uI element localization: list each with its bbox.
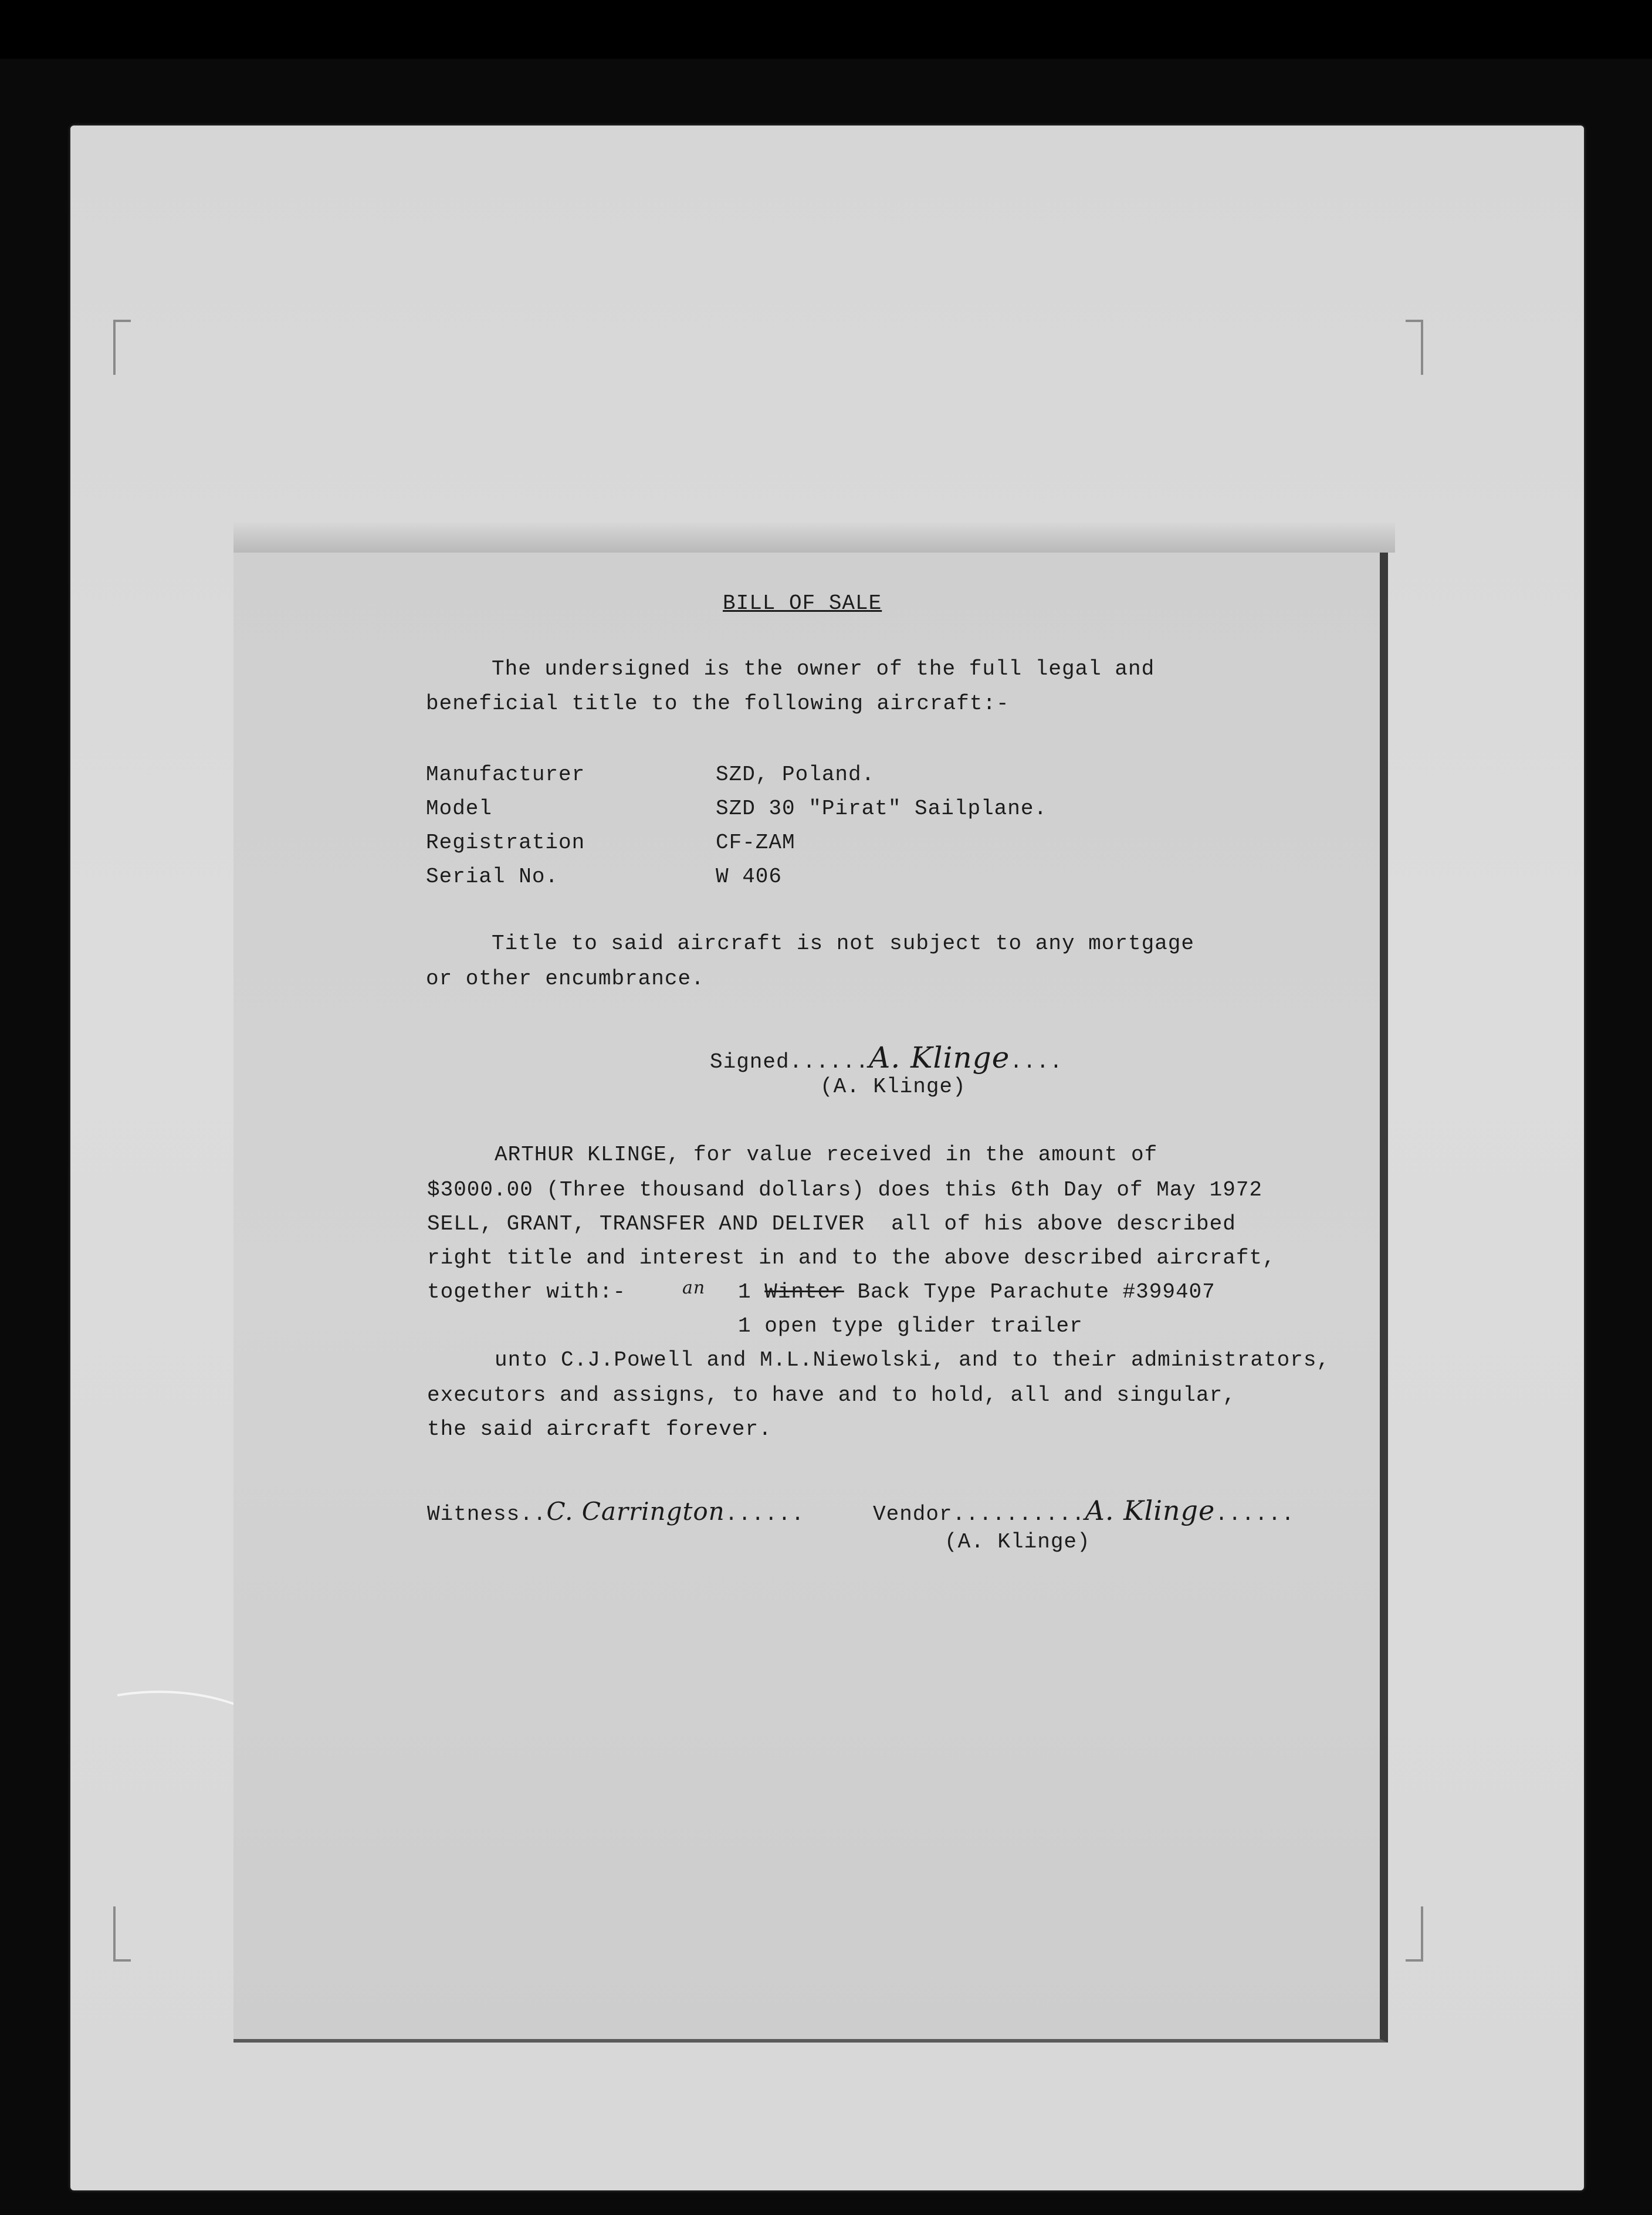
signed-printed-name: (A. Klinge) — [820, 1075, 966, 1099]
closing-line-1: unto C.J.Powell and M.L.Niewolski, and to their administrators, — [495, 1348, 1331, 1372]
intro-line-2: beneficial title to the following aircraft:- — [426, 692, 1010, 716]
field-label-serial: Serial No. — [426, 865, 559, 889]
closing-line-3: the said aircraft forever. — [427, 1417, 772, 1441]
field-value-registration: CF-ZAM — [716, 831, 795, 855]
signed-label: Signed — [710, 1050, 790, 1074]
crop-mark-top-right — [1406, 320, 1423, 375]
vendor-label: Vendor — [873, 1502, 953, 1526]
crop-mark-top-left — [113, 320, 131, 375]
signed-dots-after: .... — [1010, 1050, 1063, 1074]
vendor-dots-after: ...... — [1215, 1502, 1295, 1526]
intro-line-1: The undersigned is the owner of the full legal and — [492, 657, 1155, 681]
together-with-label: together with:- — [427, 1280, 627, 1304]
vendor-printed-name: (A. Klinge) — [945, 1530, 1091, 1554]
field-label-model: Model — [426, 797, 493, 821]
field-value-model: SZD 30 "Pirat" Sailplane. — [716, 797, 1048, 821]
witness-dots-before: .. — [520, 1502, 547, 1526]
closing-line-2: executors and assigns, to have and to hold, all and singular, — [427, 1383, 1236, 1407]
bill-of-sale-document — [233, 553, 1388, 2043]
item-1-line — [738, 1280, 1216, 1304]
document-top-shadow — [233, 522, 1395, 553]
field-value-serial: W 406 — [716, 865, 783, 889]
crop-mark-bottom-right — [1406, 1906, 1423, 1962]
item-1-quantity: 1 — [738, 1280, 751, 1304]
film-border-top — [0, 0, 1652, 59]
title-statement-line-1: Title to said aircraft is not subject to any mortgage — [492, 932, 1194, 956]
signed-line — [710, 1041, 1063, 1075]
vendor-dots-before: .......... — [952, 1502, 1085, 1526]
field-value-manufacturer: SZD, Poland. — [716, 763, 875, 787]
document-title: BILL OF SALE — [723, 591, 882, 615]
witness-label: Witness — [427, 1502, 520, 1526]
body-line-3: SELL, GRANT, TRANSFER AND DELIVER all of his above described — [427, 1212, 1236, 1236]
body-line-4: right title and interest in and to the above described aircraft, — [427, 1246, 1276, 1270]
title-statement-line-2: or other encumbrance. — [426, 967, 705, 991]
body-line-2: $3000.00 (Three thousand dollars) does this 6th Day of May 1972 — [427, 1178, 1263, 1202]
vendor-signature: A. Klinge — [1085, 1495, 1216, 1526]
signed-dots-before: ...... — [789, 1050, 869, 1074]
witness-dots-after: ...... — [725, 1502, 805, 1526]
handwritten-insert: an — [682, 1278, 706, 1298]
witness-line — [427, 1497, 804, 1526]
item-1-description: Back Type Parachute #399407 — [857, 1280, 1216, 1304]
body-line-1: ARTHUR KLINGE, for value received in the amount of — [495, 1143, 1158, 1167]
field-label-registration: Registration — [426, 831, 585, 855]
witness-signature: C. Carrington — [546, 1497, 725, 1526]
crop-mark-bottom-left — [113, 1906, 131, 1962]
item-1-struck-word: Winter — [764, 1280, 844, 1304]
signed-signature: A. Klinge — [869, 1041, 1010, 1075]
item-2-line: 1 open type glider trailer — [738, 1314, 1083, 1338]
vendor-line — [873, 1495, 1295, 1526]
field-label-manufacturer: Manufacturer — [426, 763, 585, 787]
